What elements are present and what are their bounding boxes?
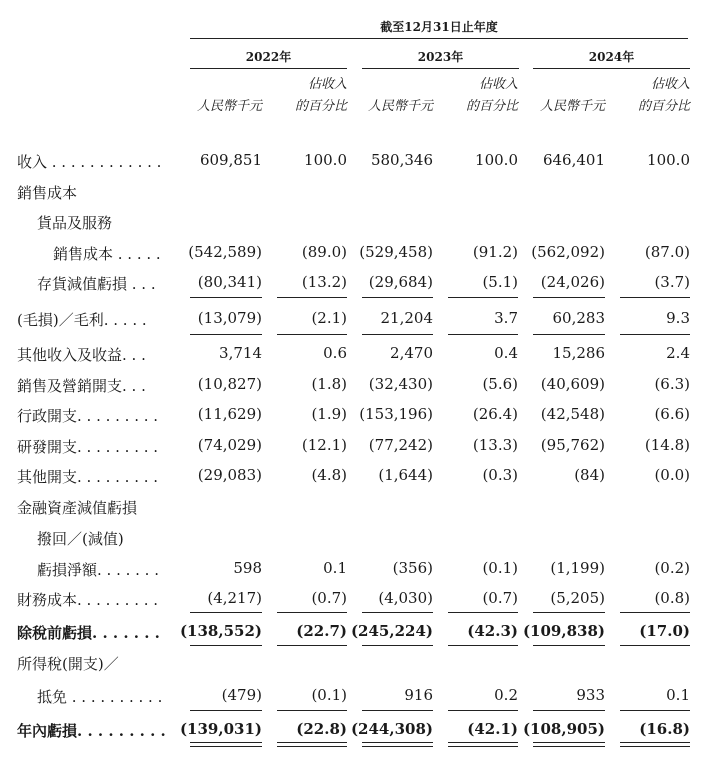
- total-double-rule: [620, 742, 690, 747]
- amount-cell: (153,196): [359, 405, 433, 423]
- subtotal-rule: [533, 297, 605, 298]
- amount-cell: 933: [576, 686, 605, 704]
- percent-cell: (12.1): [301, 436, 347, 454]
- row-label: 除稅前虧損. . . . . . .: [17, 624, 160, 642]
- percent-cell: 0.1: [323, 559, 347, 577]
- percent-cell: 100.0: [304, 151, 347, 169]
- percent-cell: 2.4: [666, 344, 690, 362]
- percent-cell: (6.3): [654, 375, 690, 393]
- amount-cell: (1,644): [378, 466, 433, 484]
- percent-cell: (1.8): [311, 375, 347, 393]
- amount-cell: 598: [233, 559, 262, 577]
- row-label: 銷售成本 . . . . .: [53, 245, 161, 263]
- percent-cell: (22.7): [296, 622, 347, 640]
- subtotal-rule: [448, 334, 518, 335]
- row-label: 收入 . . . . . . . . . . . .: [17, 153, 162, 171]
- total-double-rule: [533, 742, 605, 747]
- amount-cell: (32,430): [368, 375, 433, 393]
- subtotal-rule: [190, 334, 262, 335]
- percent-cell: (5.6): [482, 375, 518, 393]
- amount-cell: 580,346: [370, 151, 433, 169]
- amount-cell: 609,851: [199, 151, 262, 169]
- amount-cell: (84): [574, 466, 605, 484]
- amount-cell: (244,308): [350, 720, 433, 738]
- row-label: 行政開支. . . . . . . . .: [17, 407, 159, 425]
- subtotal-rule: [362, 710, 433, 711]
- percent-cell: (0.7): [311, 589, 347, 607]
- amount-cell: (245,224): [350, 622, 433, 640]
- amount-cell: (42,548): [540, 405, 605, 423]
- subtotal-rule: [533, 645, 605, 646]
- percent-cell: (26.4): [472, 405, 518, 423]
- percent-cell: (13.2): [301, 273, 347, 291]
- col-pct-header-line2: 的百分比: [465, 99, 518, 114]
- percent-cell: (17.0): [639, 622, 690, 640]
- period-title: 截至12月31日止年度: [380, 20, 498, 34]
- subtotal-rule: [277, 612, 347, 613]
- percent-cell: (0.3): [482, 466, 518, 484]
- percent-cell: 0.6: [323, 344, 347, 362]
- total-double-rule: [362, 742, 433, 747]
- amount-cell: (356): [392, 559, 433, 577]
- amount-cell: (29,684): [368, 273, 433, 291]
- row-label: 存貨減值虧損 . . .: [37, 275, 156, 293]
- row-label: 其他開支. . . . . . . . .: [17, 468, 159, 486]
- percent-cell: 9.3: [666, 309, 690, 327]
- year-rule-2023: [362, 68, 519, 69]
- percent-cell: (22.8): [296, 720, 347, 738]
- percent-cell: 0.1: [666, 686, 690, 704]
- amount-cell: (5,205): [550, 589, 605, 607]
- row-label: 研發開支. . . . . . . . .: [17, 438, 159, 456]
- percent-cell: 3.7: [494, 309, 518, 327]
- amount-cell: (10,827): [197, 375, 262, 393]
- col-pct-header-line2: 的百分比: [294, 99, 347, 114]
- subtotal-rule: [620, 612, 690, 613]
- percent-cell: (0.8): [654, 589, 690, 607]
- col-pct-header-line1: 佔收入: [307, 77, 347, 92]
- amount-cell: 15,286: [552, 344, 605, 362]
- subtotal-rule: [533, 334, 605, 335]
- col-amount-header: 人民幣千元: [539, 99, 605, 114]
- percent-cell: (6.6): [654, 405, 690, 423]
- percent-cell: 0.4: [494, 344, 518, 362]
- subtotal-rule: [190, 645, 262, 646]
- subtotal-rule: [448, 612, 518, 613]
- row-label: 貨品及服務: [37, 214, 113, 232]
- percent-cell: (4.8): [311, 466, 347, 484]
- col-amount-header: 人民幣千元: [367, 99, 433, 114]
- percent-cell: (42.3): [467, 622, 518, 640]
- total-double-rule: [448, 742, 518, 747]
- total-double-rule: [190, 742, 262, 747]
- year-2022: 2022年: [245, 50, 292, 64]
- subtotal-rule: [620, 645, 690, 646]
- col-pct-header-line1: 佔收入: [478, 77, 518, 92]
- amount-cell: (74,029): [197, 436, 262, 454]
- amount-cell: 2,470: [390, 344, 433, 362]
- subtotal-rule: [362, 297, 433, 298]
- amount-cell: (4,217): [207, 589, 262, 607]
- row-label: 撥回／(減值): [37, 530, 124, 548]
- subtotal-rule: [533, 612, 605, 613]
- amount-cell: (77,242): [368, 436, 433, 454]
- percent-cell: (2.1): [311, 309, 347, 327]
- row-label: 銷售成本: [17, 184, 78, 202]
- amount-cell: (11,629): [197, 405, 262, 423]
- subtotal-rule: [362, 612, 433, 613]
- col-pct-header-line2: 的百分比: [637, 99, 690, 114]
- row-label: 年內虧損. . . . . . . . .: [17, 722, 166, 740]
- subtotal-rule: [448, 297, 518, 298]
- year-rule-2022: [190, 68, 347, 69]
- subtotal-rule: [448, 710, 518, 711]
- col-amount-header: 人民幣千元: [196, 99, 262, 114]
- amount-cell: 3,714: [219, 344, 262, 362]
- amount-cell: (95,762): [540, 436, 605, 454]
- col-pct-header-line1: 佔收入: [650, 77, 690, 92]
- title-rule: [190, 38, 688, 39]
- percent-cell: (0.1): [311, 686, 347, 704]
- percent-cell: (89.0): [301, 243, 347, 261]
- amount-cell: 21,204: [380, 309, 433, 327]
- subtotal-rule: [190, 710, 262, 711]
- percent-cell: (42.1): [467, 720, 518, 738]
- amount-cell: (139,031): [179, 720, 262, 738]
- amount-cell: 916: [404, 686, 433, 704]
- percent-cell: (1.9): [311, 405, 347, 423]
- percent-cell: (0.1): [482, 559, 518, 577]
- year-2024: 2024年: [588, 50, 635, 64]
- amount-cell: (80,341): [197, 273, 262, 291]
- percent-cell: (14.8): [644, 436, 690, 454]
- subtotal-rule: [448, 645, 518, 646]
- subtotal-rule: [190, 297, 262, 298]
- subtotal-rule: [277, 645, 347, 646]
- year-2023: 2023年: [417, 50, 464, 64]
- percent-cell: (3.7): [654, 273, 690, 291]
- amount-cell: (1,199): [550, 559, 605, 577]
- amount-cell: (562,092): [531, 243, 605, 261]
- percent-cell: (13.3): [472, 436, 518, 454]
- subtotal-rule: [620, 334, 690, 335]
- percent-cell: (0.7): [482, 589, 518, 607]
- row-label: 銷售及營銷開支. . .: [17, 377, 146, 395]
- row-label: 金融資產減值虧損: [17, 499, 138, 517]
- row-label: 所得稅(開支)／: [17, 655, 119, 673]
- row-label: 抵免 . . . . . . . . . .: [37, 688, 163, 706]
- percent-cell: 100.0: [647, 151, 690, 169]
- amount-cell: (529,458): [359, 243, 433, 261]
- amount-cell: (138,552): [179, 622, 262, 640]
- year-rule-2024: [533, 68, 690, 69]
- percent-cell: (5.1): [482, 273, 518, 291]
- amount-cell: (4,030): [378, 589, 433, 607]
- amount-cell: (40,609): [540, 375, 605, 393]
- row-label: 虧損淨額. . . . . . .: [37, 561, 159, 579]
- amount-cell: 60,283: [552, 309, 605, 327]
- subtotal-rule: [277, 297, 347, 298]
- amount-cell: 646,401: [542, 151, 605, 169]
- percent-cell: (16.8): [639, 720, 690, 738]
- row-label: (毛損)／毛利. . . . .: [17, 311, 147, 329]
- subtotal-rule: [362, 334, 433, 335]
- percent-cell: (0.2): [654, 559, 690, 577]
- subtotal-rule: [190, 612, 262, 613]
- subtotal-rule: [362, 645, 433, 646]
- amount-cell: (542,589): [188, 243, 262, 261]
- row-label: 財務成本. . . . . . . . .: [17, 591, 159, 609]
- amount-cell: (479): [221, 686, 262, 704]
- percent-cell: 0.2: [494, 686, 518, 704]
- percent-cell: (87.0): [644, 243, 690, 261]
- subtotal-rule: [277, 334, 347, 335]
- percent-cell: (0.0): [654, 466, 690, 484]
- subtotal-rule: [620, 297, 690, 298]
- amount-cell: (13,079): [197, 309, 262, 327]
- percent-cell: (91.2): [472, 243, 518, 261]
- amount-cell: (24,026): [540, 273, 605, 291]
- subtotal-rule: [533, 710, 605, 711]
- amount-cell: (108,905): [522, 720, 605, 738]
- percent-cell: 100.0: [475, 151, 518, 169]
- amount-cell: (29,083): [197, 466, 262, 484]
- amount-cell: (109,838): [522, 622, 605, 640]
- subtotal-rule: [277, 710, 347, 711]
- total-double-rule: [277, 742, 347, 747]
- subtotal-rule: [620, 710, 690, 711]
- row-label: 其他收入及收益. . .: [17, 346, 146, 364]
